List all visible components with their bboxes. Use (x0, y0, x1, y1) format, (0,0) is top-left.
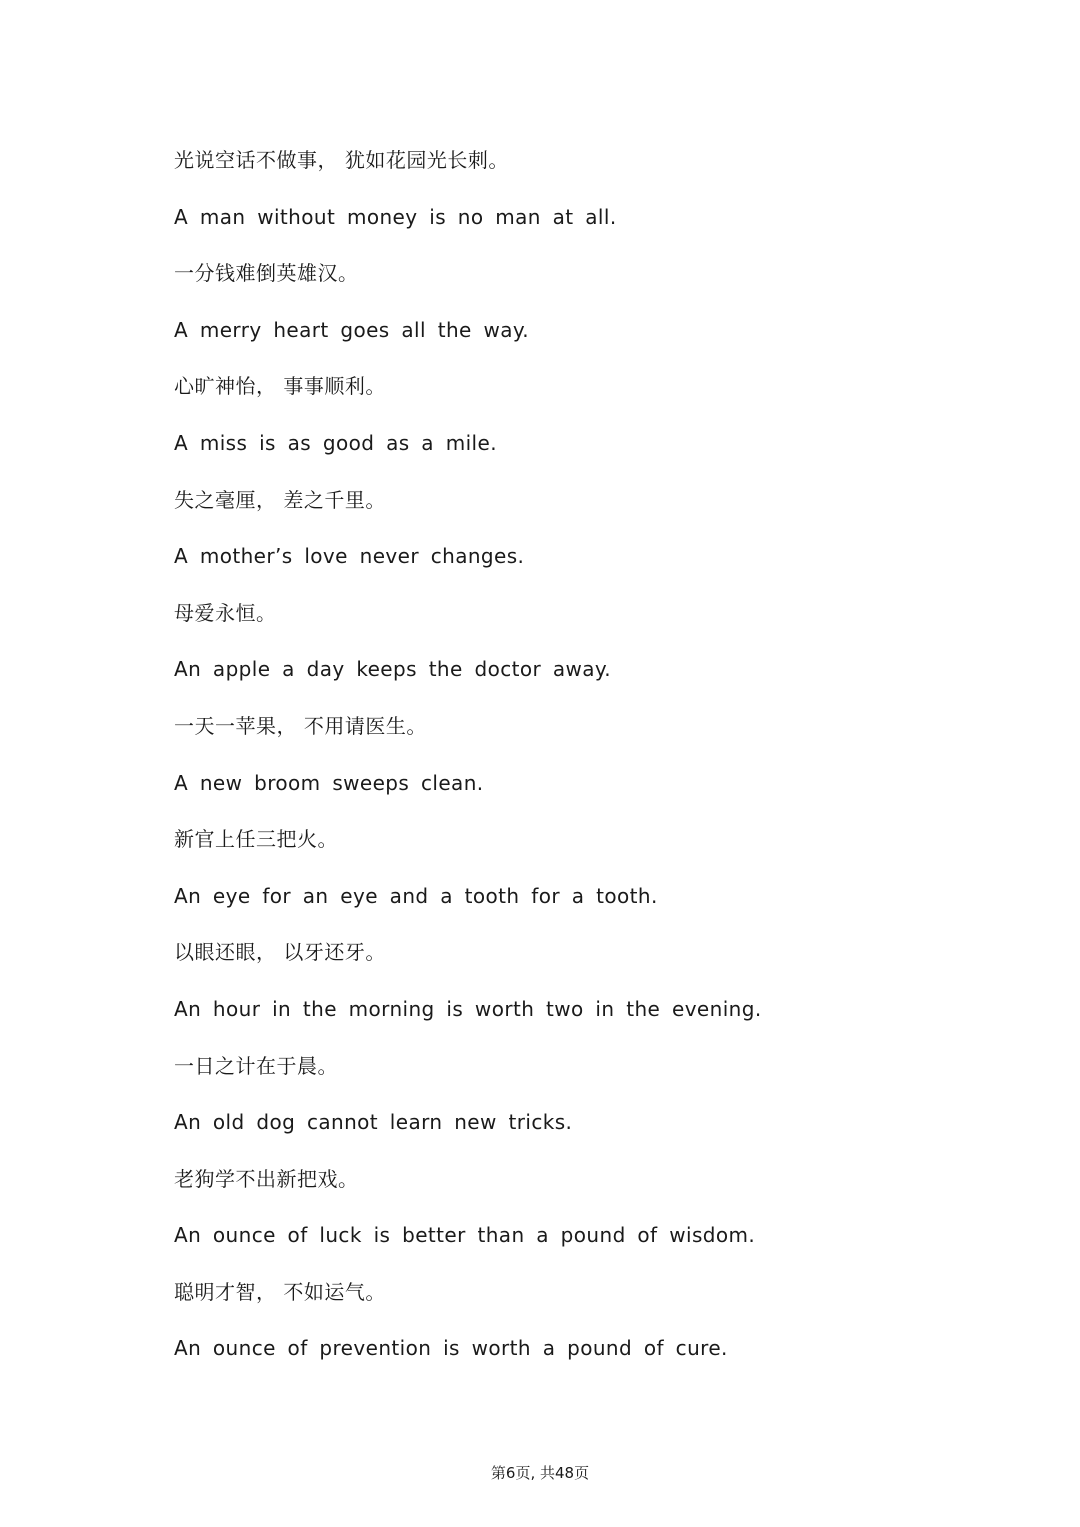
proverb-line-zh: 老狗学不出新把戏。 (174, 1166, 359, 1191)
proverb-line-en: A merry heart goes all the way. (174, 317, 530, 342)
proverb-line-en: An ounce of prevention is worth a pound of cure. (174, 1336, 728, 1361)
proverb-line-en: An ounce of luck is better than a pound of wisdom. (174, 1223, 756, 1248)
proverb-line-zh: 一天一苹果， 不用请医生。 (174, 713, 427, 738)
page-number-footer: 第6页, 共48页 (490, 1464, 590, 1482)
proverb-line-zh: 以眼还眼， 以牙还牙。 (174, 940, 386, 965)
proverb-line-en: An old dog cannot learn new tricks. (174, 1110, 573, 1135)
proverb-line-en: A mother’s love never changes. (174, 544, 525, 569)
proverb-line-en: A man without money is no man at all. (174, 204, 617, 229)
proverb-line-en: A miss is as good as a mile. (174, 430, 497, 455)
proverb-line-zh: 光说空话不做事， 犹如花园光长刺。 (174, 148, 509, 172)
proverb-line-zh: 新官上任三把火。 (174, 827, 338, 852)
proverb-line-en: A new broom sweeps clean. (174, 770, 484, 795)
proverb-line-en: An apple a day keeps the doctor away. (174, 657, 612, 682)
proverb-line-en: An hour in the morning is worth two in the evening. (174, 996, 762, 1021)
proverb-line-en: An eye for an eye and a tooth for a tooth. (174, 883, 658, 908)
proverb-line-zh: 一日之计在于晨。 (174, 1053, 338, 1078)
proverb-line-zh: 失之毫厘， 差之千里。 (174, 487, 386, 512)
proverb-line-zh: 心旷神怡， 事事顺利。 (174, 374, 386, 399)
proverb-line-zh: 聪明才智， 不如运气。 (174, 1279, 386, 1304)
proverb-line-zh: 母爱永恒。 (174, 600, 277, 625)
proverb-list (174, 142, 994, 1387)
proverb-line-zh: 一分钱难倒英雄汉。 (174, 261, 359, 286)
